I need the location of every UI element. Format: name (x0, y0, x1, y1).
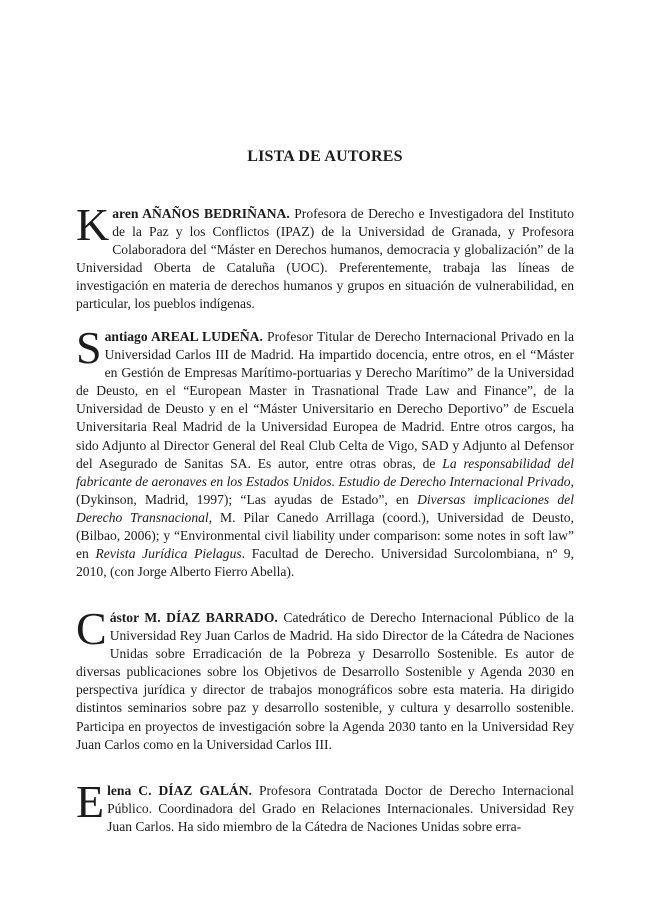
drop-cap: K (76, 199, 110, 250)
author-entry-2 (76, 322, 574, 581)
author-bio: Catedrático de Derecho Internacional Público de la Universidad Rey Juan Carlos de Madrid. Ha sido Director de la Cátedra de Naciones Unidas sobre Erradicación de la Pobreza y Desarrollo Sostenible. Es autor de diversas publicaciones sobre los Objetivos de Desarrollo Sostenible y Agenda 2030 en perspectiva jurídica y director de trabajos monográficos sobre esta materia. Ha dirigido distintos seminarios sobre paz y desarrollo sostenible, y cultura y desarrollo sostenible. Participa en proyectos de investigación sobre la Agenda 2030 tanto en la Universidad Rey Juan Carlos como en la Universidad Carlos III. (76, 610, 574, 752)
author-bio: Profesor Titular de Derecho Internacional Privado en la Universidad Carlos III de Madrid. Ha impartido docencia, entre otros, en el “Máster en Gestión de Empresas Marítimo-portuarias y Derecho Marítimo” de la Universidad de Deusto, en el “European Master in Trasnational Trade Law and Finance”, de la Universidad de Deusto y en el “Máster Universitario en Derecho Deportivo” de Escuela Universitaria Real Madrid de la Universidad Europea de Madrid. Entre otros cargos, ha sido Adjunto al Director General del Real Club Celta de Vigo, SAD y Adjunto al Defensor del Asegurado de Sanitas SA. Es autor, entre otras obras, de (76, 329, 574, 471)
journal-title: Revista Jurídica Pielagus (95, 546, 242, 562)
drop-cap: C (76, 603, 107, 654)
author-bio: . Facultad de Derecho. Universidad Surcolombiana, nº 9, 2010, (con Jorge Alberto Fierro Abella). (76, 546, 574, 580)
author-entry-1 (76, 199, 574, 314)
author-name: lena C. DÍAZ GALÁN. (107, 783, 252, 798)
author-name: aren AÑAÑOS BEDRIÑANA. (112, 206, 290, 221)
publication-title: Diversas implicaciones del Derecho Transnacional (76, 491, 574, 525)
author-entry-3 (76, 603, 574, 754)
author-bio: Profesora de Derecho e Investigadora del Instituto de la Paz y los Conflictos (IPAZ) de la Universidad de Granada, y Profesora Colaboradora del “Máster en Derechos humanos, democracia y globalización” de la Universidad Oberta de Cataluña (UOC). Preferentemente, trabaja las líneas de investigación en materia de derechos humanos y grupos en situación de vulnerabilidad, en particular, los pueblos indígenas. (76, 206, 574, 312)
drop-cap: S (76, 322, 102, 373)
page-title: LISTA DE AUTORES (247, 148, 403, 165)
author-entry-4 (76, 776, 574, 836)
author-name: ástor M. DÍAZ BARRADO. (109, 610, 278, 625)
author-bio: , M. Pilar Canedo Arrillaga (coord.), Universidad de Deusto, (Bilbao, 2006); y “Environmental civil liability under comparison: some notes in soft law” en (76, 509, 574, 562)
publication-title: La responsabilidad del fabricante de aeronaves en los Estados Unidos. Estudio de Derecho Internacional Privado (76, 455, 574, 489)
author-bio: Profesora Contratada Doctor de Derecho Internacional Público. Coordinadora del Grado en Relaciones Internacionales. Universidad Rey Juan Carlos. Ha sido miembro de la Cátedra de Naciones Unidas sobre erra- (107, 783, 574, 835)
author-name: antiago AREAL LUDEÑA. (104, 329, 263, 344)
author-bio: , (Dykinson, Madrid, 1997); “Las ayudas de Estado”, en (76, 473, 574, 507)
drop-cap: E (76, 776, 105, 827)
